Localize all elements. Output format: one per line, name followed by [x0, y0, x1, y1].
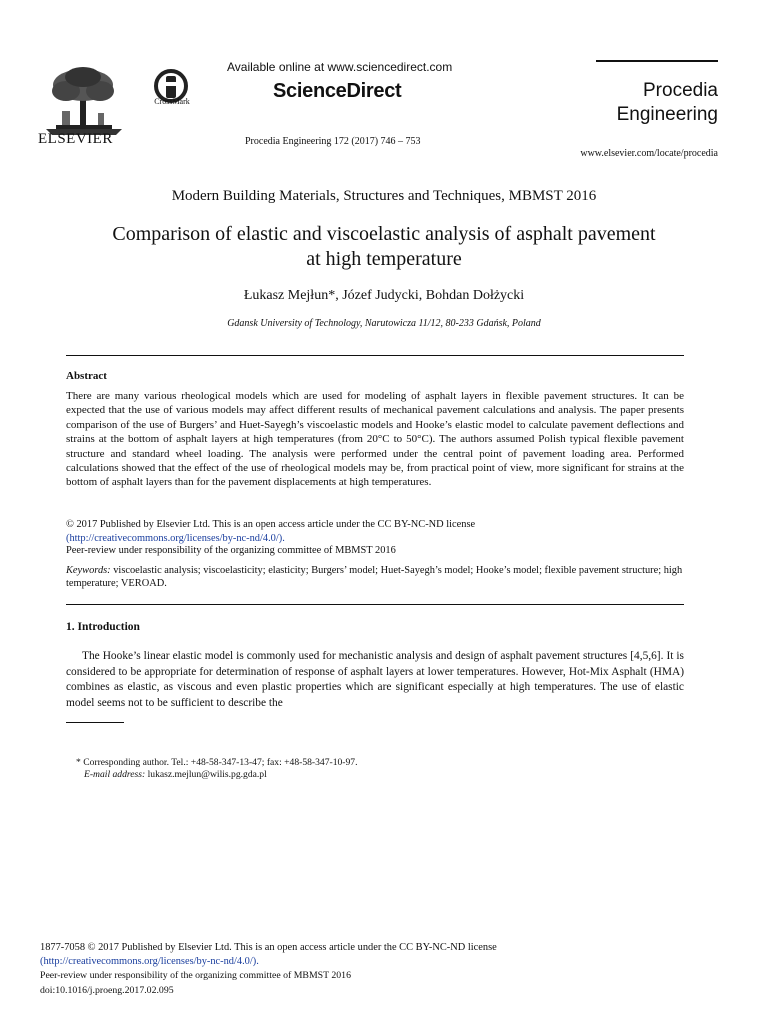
paper-title-line1: Comparison of elastic and viscoelastic analysis of asphalt pavement: [112, 223, 656, 245]
journal-url-link[interactable]: www.elsevier.com/locate/procedia: [580, 148, 718, 159]
keywords-label: Keywords:: [66, 565, 111, 576]
abstract-heading: Abstract: [66, 370, 107, 382]
introduction-text: The Hooke’s linear elastic model is commonly used for mechanistic analysis and design of asphalt pavement structures [4,5,6]. It is considered to be appropriate for determination of response of asphalt layers at lower temperatures. However, Hot-Mix Asphalt (HMA) combines as elastic, as viscous and even plastic properties which are significant especially at high temperatures. The use of elastic model seems not to be sufficient to describe the: [66, 650, 684, 709]
footer-doi[interactable]: doi:10.1016/j.proeng.2017.02.095: [40, 985, 174, 996]
footer-license-link[interactable]: (http://creativecommons.org/licenses/by-nc-nd/4.0/).: [40, 956, 259, 967]
authors: Łukasz Mejłun*, Józef Judycki, Bohdan Dołżycki: [243, 288, 525, 303]
publisher-name: ELSEVIER: [38, 131, 113, 147]
email-label: E-mail address:: [84, 769, 146, 780]
keywords-list: viscoelastic analysis; viscoelasticity; elasticity; Burgers’ model; Huet-Sayegh’s model; Hooke’s model; flexible pavement structure; high temperature; VEROAD.: [66, 565, 683, 589]
affiliation: Gdansk University of Technology, Narutowicza 11/12, 80-233 Gdańsk, Poland: [227, 318, 541, 329]
available-online-text: Available online at www.sciencedirect.com: [227, 60, 453, 74]
journal-citation: Procedia Engineering 172 (2017) 746 – 753: [245, 136, 421, 147]
section-heading-introduction: 1. Introduction: [66, 621, 140, 633]
keywords: [66, 564, 684, 590]
paper-title-line2: at high temperature: [306, 248, 462, 270]
copyright-notice: [66, 518, 684, 546]
email-note: [84, 769, 267, 780]
copyright-line: © 2017 Published by Elsevier Ltd. This is an open access article under the CC BY-NC-ND license: [66, 519, 476, 530]
journal-title-line1: Procedia: [643, 80, 718, 101]
corresponding-author-note: * Corresponding author. Tel.: +48-58-347-13-47; fax: +48-58-347-10-97.: [76, 757, 358, 768]
crossmark-label: CrossMark: [154, 97, 190, 106]
abstract-text: There are many various rheological models which are used for modeling of asphalt layers in flexible pavement structures. It can be expected that the use of various models may affect different results of mechanical pavement calculations and analysis. The paper presents comparison of the use of Burgers’ and Huet-Sayegh’s viscoelastic models and Hooke’s elastic model to calculate pavement deflections and strains at the bottom of asphalt layers at high temperatures (from 20°C to 50°C). The authors assumed Polish typical flexible pavement structure and standard wheel loading. The analysis were performed under the central point of pavement loading area. Performed calculations showed that the effect of the use of rheological models may be, from practical point of view, more significant for strains at the bottom of asphalt layers than for the pavement displacements at high temperatures.: [66, 390, 684, 489]
footer-issn-license: 1877-7058 © 2017 Published by Elsevier Ltd. This is an open access article under the CC BY-NC-ND license: [40, 942, 497, 953]
email-address[interactable]: lukasz.mejlun@wilis.pg.gda.pl: [145, 769, 267, 780]
divider-top: [66, 355, 684, 356]
sciencedirect-logo[interactable]: ScienceDirect: [273, 80, 402, 102]
conference-name: Modern Building Materials, Structures and Techniques, MBMST 2016: [171, 188, 597, 204]
footnote-divider: [66, 722, 124, 723]
crossmark-icon[interactable]: [148, 62, 194, 114]
peer-review-note: Peer-review under responsibility of the organizing committee of MBMST 2016: [66, 545, 396, 556]
license-link[interactable]: (http://creativecommons.org/licenses/by-nc-nd/4.0/).: [66, 533, 285, 544]
paper-title: [60, 222, 708, 272]
journal-title-line2: Engineering: [616, 104, 718, 125]
footer-peer-review: Peer-review under responsibility of the organizing committee of MBMST 2016: [40, 970, 351, 981]
divider-bottom: [66, 604, 684, 605]
